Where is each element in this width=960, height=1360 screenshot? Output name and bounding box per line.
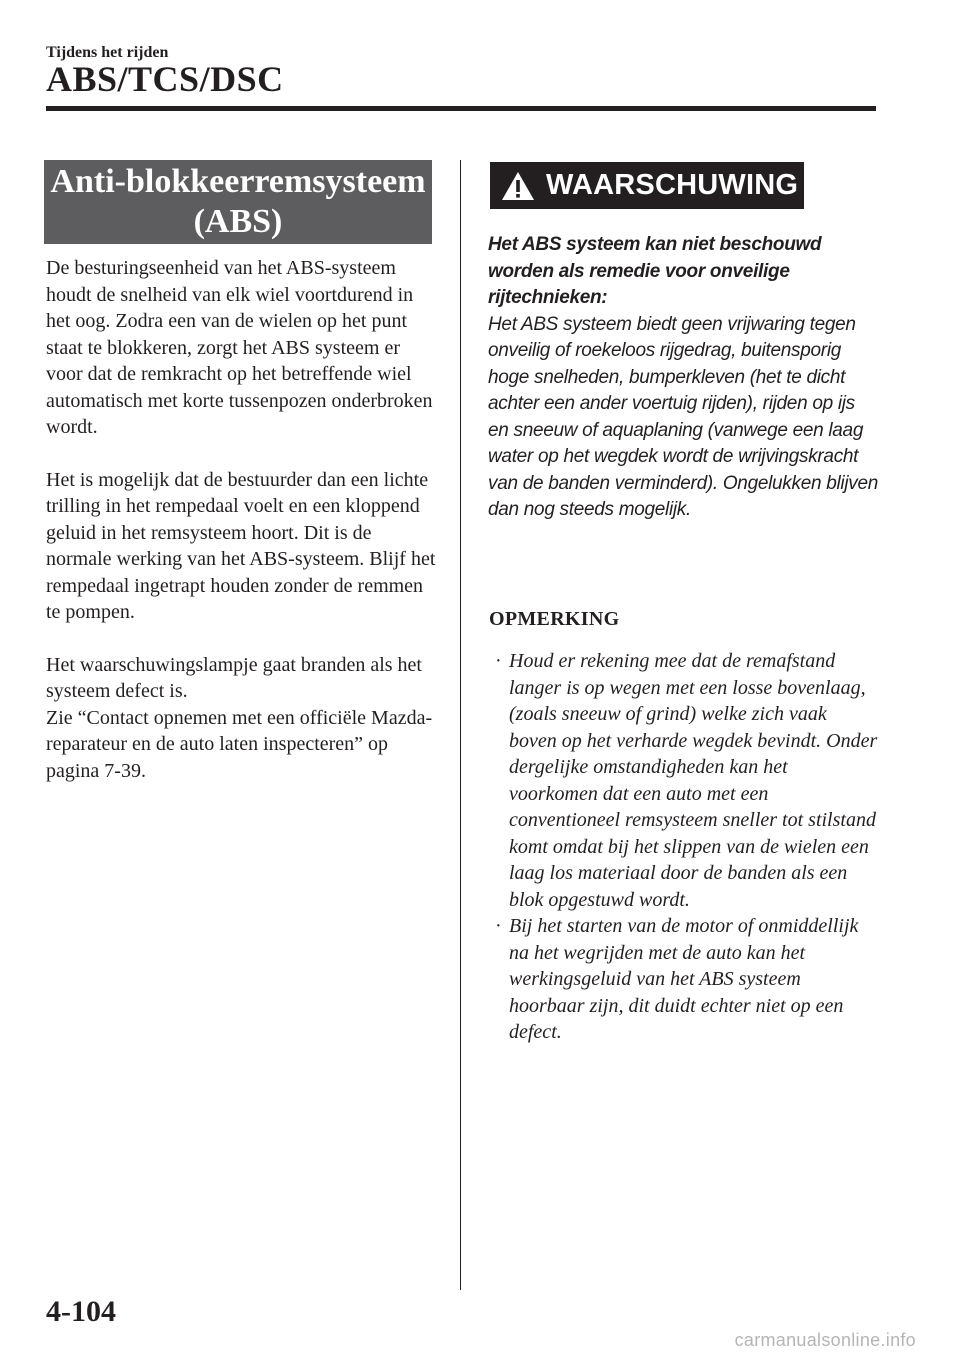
bullet-icon: · [495,650,502,672]
note-heading: OPMERKING [489,608,620,630]
chapter-kicker: Tijdens het rijden [46,44,169,61]
warning-label: WAARSCHUWING [546,169,799,201]
section-heading [44,160,432,244]
note-item [489,648,879,913]
warning-triangle-icon [500,170,536,202]
body-text [46,255,438,810]
header-rule [46,106,876,111]
watermark: carmanualsonline.info [734,1330,916,1350]
page-title: ABS/TCS/DSC [46,59,284,99]
warning-bold-text: Het ABS systeem kan niet beschouwd worden als remedie voor onveilige rijtechnieken: [488,234,822,308]
bullet-icon: · [495,915,502,937]
note-list [489,648,879,1046]
warning-text [488,232,878,524]
section-heading-line1: Anti-blokkeerremsysteem [50,163,426,200]
paragraph: Het waarschuwingslampje gaat branden als het systeem defect is. Zie “Contact opnemen met een officiële Mazda-reparateur en de auto laten inspecteren” op pagina 7-39. [46,653,433,782]
warning-badge [490,162,804,209]
page-number: 4-104 [46,1295,116,1328]
note-item-text: Houd er rekening mee dat de remafstand langer is op wegen met een losse bovenlaag, (zoals sneeuw of grind) welke zich vaak boven op het verharde wegdek bevindt. Onder dergelijke omstandigheden kan het voorkomen dat een auto met een conventioneel remsysteem sneller tot stilstand komt omdat bij het slippen van de wielen een laag los materiaal door de banden als een blok opgestuwd wordt. [509,650,878,911]
paragraph: De besturingseenheid van het ABS-systeem houdt de snelheid van elk wiel voortdurend in het oog. Zodra een van de wielen op het punt staat te blokkeren, zorgt het ABS systeem er voor dat de remkracht op het betreffende wiel automatisch met korte tussenpozen onderbroken wordt. [46,257,433,438]
paragraph: Het is mogelijk dat de bestuurder dan een lichte trilling in het rempedaal voelt en een kloppend geluid in het remsysteem hoort. Dit is de normale werking van het ABS-systeem. Blijf het rempedaal ingetrapt houden zonder de remmen te pompen. [46,468,436,623]
note-item [489,913,879,1046]
warning-body-text: Het ABS systeem biedt geen vrijwaring tegen onveilig of roekeloos rijgedrag, buitensporig hoge snelheden, bumperkleven (het te dicht achter een ander voertuig rijden), rijden op ijs en sneeuw of aquaplaning (vanwege een laag water op het wegdek wordt de wrijvingskracht van de banden verminderd). Ongelukken blijven dan nog steeds mogelijk. [488,313,878,520]
column-divider [460,160,461,1290]
section-heading-line2: (ABS) [193,203,283,240]
note-item-text: Bij het starten van de motor of onmiddellijk na het wegrijden met de auto kan het werkingsgeluid van het ABS systeem hoorbaar zijn, dit duidt echter niet op een defect. [509,915,859,1043]
